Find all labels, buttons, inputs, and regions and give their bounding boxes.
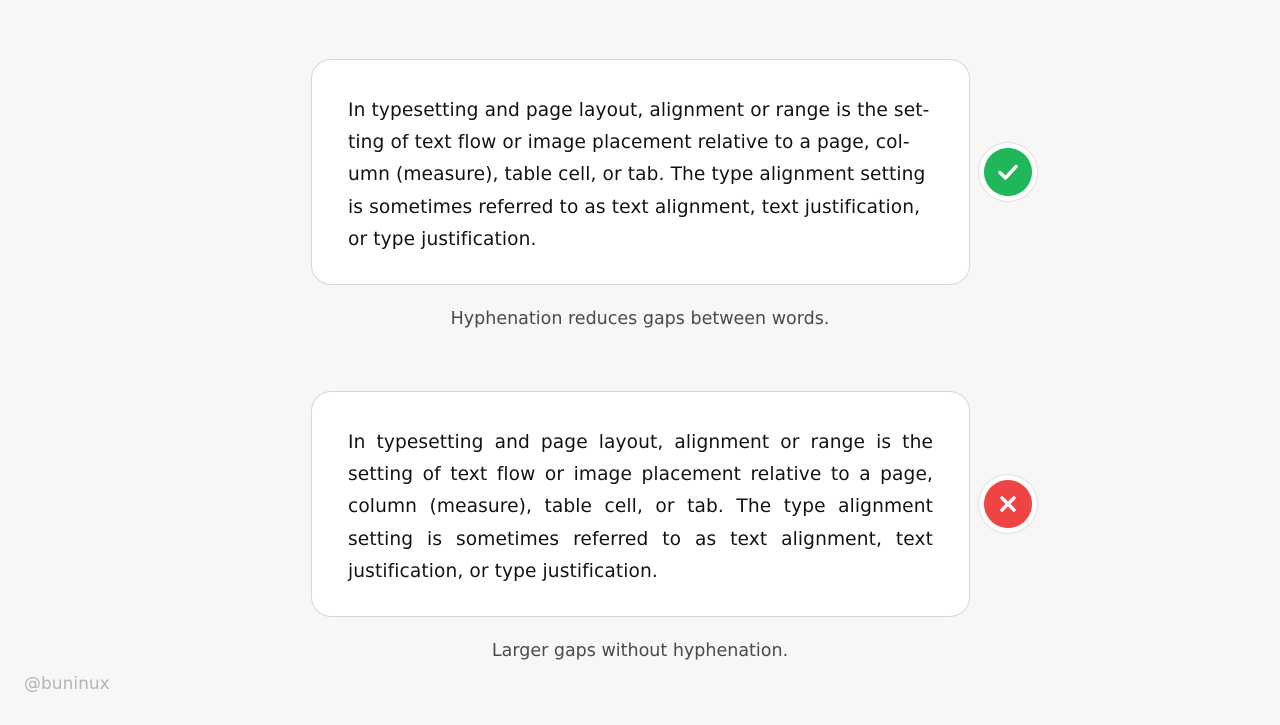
- text-line: In typesetting and page layout, alignment or range is the: [348, 432, 933, 453]
- incorrect-badge: [979, 475, 1037, 533]
- text-line: setting is sometimes referred to as text alignment, text: [348, 528, 933, 550]
- hyphenated-text-card: [311, 59, 970, 285]
- text-line: In typesetting and page layout, alignment or range is the set-: [348, 100, 930, 121]
- check-icon: [984, 148, 1032, 196]
- unhyphenated-caption: Larger gaps without hyphenation.: [491, 641, 789, 661]
- author-credit: @buninux: [24, 674, 110, 694]
- text-line: or type justification.: [348, 228, 537, 250]
- text-line: column (measure), table cell, or tab. The type alignment: [348, 496, 933, 518]
- hyphenated-paragraph: [348, 95, 933, 256]
- text-line: justification, or type justification.: [348, 560, 658, 582]
- text-line: ting of text flow or image placement relative to a page, col-: [348, 132, 910, 154]
- text-line: is sometimes referred to as text alignment, text justification,: [348, 196, 921, 218]
- unhyphenated-text-card: [311, 391, 970, 617]
- x-icon: [984, 480, 1032, 528]
- correct-badge: [979, 143, 1037, 201]
- hyphenated-caption: Hyphenation reduces gaps between words.: [450, 309, 830, 329]
- unhyphenated-paragraph: [348, 427, 933, 588]
- text-line: umn (measure), table cell, or tab. The type alignment setting: [348, 164, 926, 186]
- text-line: setting of text flow or image placement relative to a page,: [348, 464, 933, 486]
